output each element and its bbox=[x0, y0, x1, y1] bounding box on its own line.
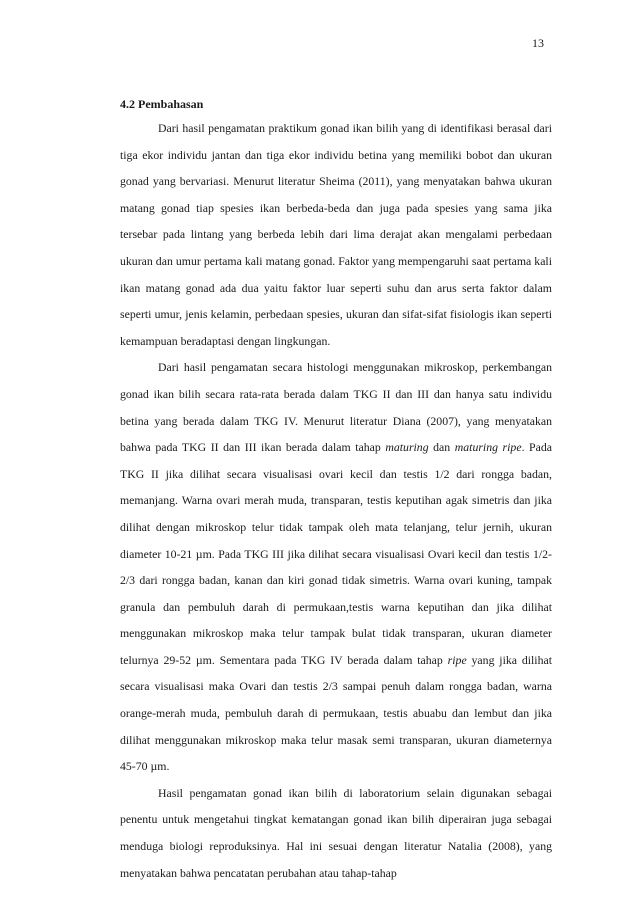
paragraph bbox=[120, 780, 552, 886]
italic-term: maturing bbox=[385, 440, 429, 455]
paragraph-text: Dari hasil pengamatan praktikum gonad ikan bilih yang di identifikasi berasal dari tiga ekor individu jantan dan tiga ekor individu betina yang memiliki bobot dan ukuran gonad yang bervariasi. Menurut literatur Sheima (2011), yang menyatakan bahwa ukuran matang gonad tiap spesies ikan berbeda-beda dan juga pada spesies yang sama jika tersebar pada lintang yang berbeda lebih dari lima derajat akan mengalami perbedaan ukuran dan umur pertama kali matang gonad. Faktor yang mempengaruhi saat pertama kali ikan matang gonad ada dua yaitu faktor luar seperti suhu dan arus serta faktor dalam seperti umur, jenis kelamin, perbedaan spesies, ukuran dan sifat-sifat fisiologis ikan seperti kemampuan beradaptasi dengan lingkungan. bbox=[120, 121, 552, 348]
document-body bbox=[120, 94, 552, 886]
page-number: 13 bbox=[532, 36, 544, 50]
paragraph-text: dan bbox=[428, 440, 455, 455]
italic-term: maturing ripe bbox=[454, 440, 522, 455]
paragraph-text: Dari hasil pengamatan secara histologi menggunakan mikroskop, perkembangan gonad ikan bilih secara rata-rata berada dalam TKG II dan III dan hanya satu individu betina yang berada dalam TKG IV. Menurut literatur Diana (2007), yang menyatakan bahwa pada TKG II dan III ikan berada dalam tahap bbox=[120, 360, 552, 455]
paragraph-text: yang jika dilihat secara visualisasi maka Ovari dan testis 2/3 sampai penuh dalam rongga badan, warna orange-merah muda, pembuluh darah di permukaan, testis abuabu dan lembut dan jika dilihat menggunakan mikroskop maka telur masak semi transparan, ukuran diameternya 45-70 µm. bbox=[120, 652, 552, 774]
paragraph bbox=[120, 354, 552, 780]
section-heading: 4.2 Pembahasan bbox=[120, 97, 204, 111]
paragraph-text: Hasil pengamatan gonad ikan bilih di laboratorium selain digunakan sebagai penentu untuk mengetahui tingkat kematangan gonad ikan bilih diperairan juga sebagai menduga biologi reproduksinya. Hal ini sesuai dengan literatur Natalia (2008), yang menyatakan bahwa pencatatan perubahan atau tahap-tahap bbox=[120, 785, 552, 880]
paragraph bbox=[120, 115, 552, 354]
paragraph-text: . Pada TKG II jika dilihat secara visualisasi ovari kecil dan testis 1/2 dari rongga badan, memanjang. Warna ovari merah muda, transparan, testis keputihan agak simetris dan jika dilihat dengan mikroskop telur tidak tampak oleh mata telanjang, telur jernih, ukuran diameter 10-21 µm. Pada TKG III jika dilihat secara visualisasi Ovari kecil dan testis 1/2-2/3 dari rongga badan, kanan dan kiri gonad tidak simetris. Warna ovari kuning, tampak granula dan pembuluh darah di permukaan,testis warna keputihan dan jika dilihat menggunakan mikroskop maka telur tampak bulat tidak transparan, ukuran diameter telurnya 29-52 µm. Sementara pada TKG IV berada dalam tahap bbox=[120, 440, 552, 667]
italic-term: ripe bbox=[447, 652, 467, 667]
